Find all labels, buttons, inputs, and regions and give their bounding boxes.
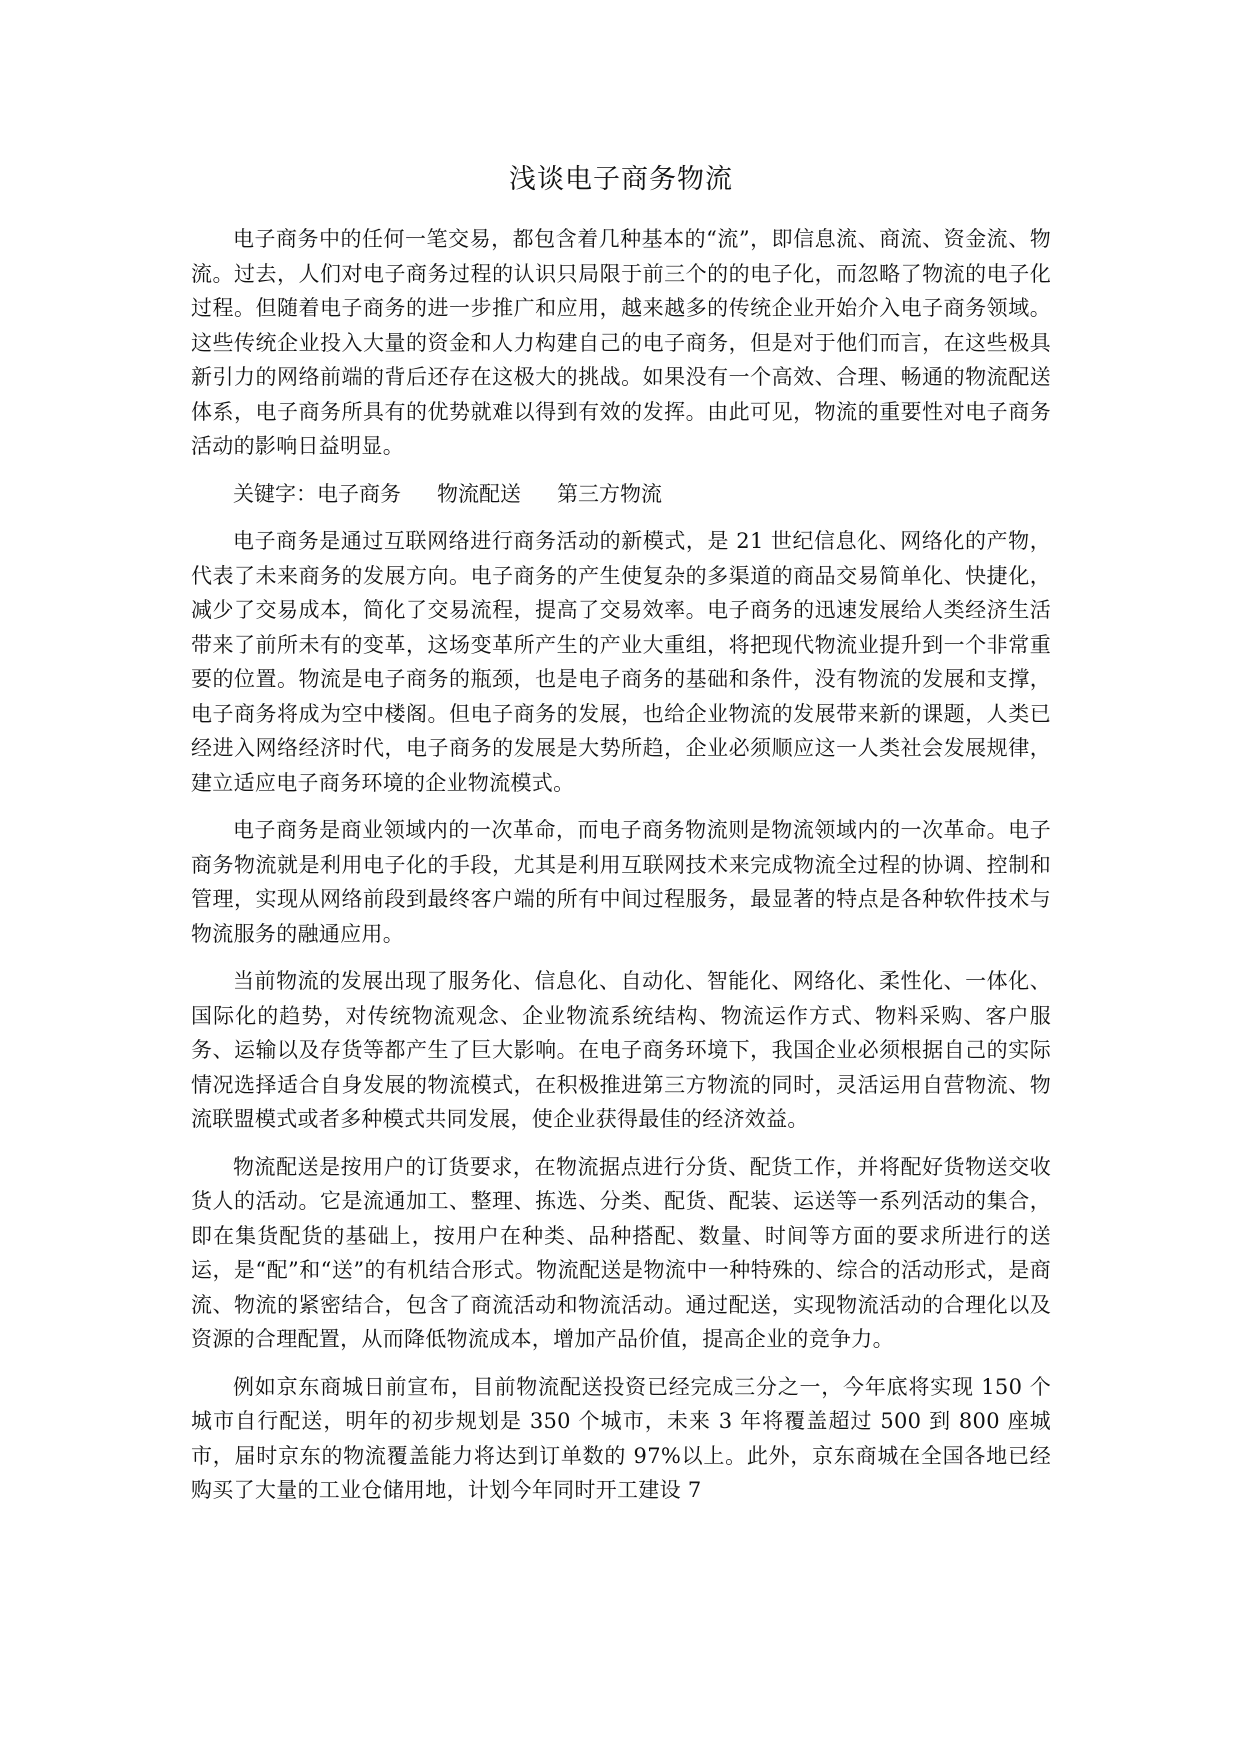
keywords-label: 关键字： bbox=[233, 481, 317, 506]
document-title: 浅谈电子商务物流 bbox=[509, 164, 733, 195]
intro-paragraph: 电子商务中的任何一笔交易，都包含着几种基本的“流”，即信息流、商流、资金流、物流。过去，人们对电子商务过程的认识只局限于前三个的的电子化，而忽略了物流的电子化过程。但随着电子商务的进一步推广和应用，越来越多的传统企业开始介入电子商务领域。这些传统企业投入大量的资金和人力构建自己的电子商务，但是对于他们而言，在这些极具新引力的网络前端的背后还存在这极大的挑战。如果没有一个高效、合理、畅通的物流配送体系，电子商务所具有的优势就难以得到有效的发挥。由此可见，物流的重要性对电子商务活动的影响日益明显。 bbox=[191, 227, 1051, 458]
keywords-line bbox=[191, 477, 1051, 512]
keyword: 物流配送 bbox=[437, 481, 521, 506]
body-paragraph: 物流配送是按用户的订货要求，在物流据点进行分货、配货工作，并将配好货物送交收货人的活动。它是流通加工、整理、拣选、分类、配货、配装、运送等一系列活动的集合，即在集货配货的基础上，按用户在种类、品种搭配、数量、时间等方面的要求所进行的送运，是“配”和“送”的有机结合形式。物流配送是物流中一种特殊的、综合的活动形式，是商流、物流的紧密结合，包含了商流活动和物流活动。通过配送，实现物流活动的合理化以及资源的合理配置，从而降低物流成本，增加产品价值，提高企业的竞争力。 bbox=[191, 1154, 1051, 1351]
keyword: 第三方物流 bbox=[557, 481, 662, 506]
body-paragraph: 例如京东商城日前宣布，目前物流配送投资已经完成三分之一，今年底将实现 150 个城市自行配送，明年的初步规划是 350 个城市，未来 3 年将覆盖超过 500 到 800 座城市，届时京东的物流覆盖能力将达到订单数的 97%以上。此外，京东商城在全国各地已经购买了大量的工业仓储用地，计划今年同时开工建设 7 bbox=[191, 1374, 1051, 1502]
document-page bbox=[191, 160, 1051, 1521]
body-paragraph: 电子商务是通过互联网络进行商务活动的新模式，是 21 世纪信息化、网络化的产物，代表了未来商务的发展方向。电子商务的产生使复杂的多渠道的商品交易简单化、快捷化，减少了交易成本，简化了交易流程，提高了交易效率。电子商务的迅速发展给人类经济生活带来了前所未有的变革，这场变革所产生的产业大重组，将把现代物流业提升到一个非常重要的位置。物流是电子商务的瓶颈，也是电子商务的基础和条件，没有物流的发展和支撑，电子商务将成为空中楼阁。但电子商务的发展，也给企业物流的发展带来新的课题，人类已经进入网络经济时代，电子商务的发展是大势所趋，企业必须顺应这一人类社会发展规律，建立适应电子商务环境的企业物流模式。 bbox=[191, 529, 1051, 795]
body-paragraph: 电子商务是商业领域内的一次革命，而电子商务物流则是物流领域内的一次革命。电子商务物流就是利用电子化的手段，尤其是利用互联网技术来完成物流全过程的协调、控制和管理，实现从网络前段到最终客户端的所有中间过程服务，最显著的特点是各种软件技术与物流服务的融通应用。 bbox=[191, 818, 1051, 946]
keyword: 电子商务 bbox=[317, 481, 401, 506]
body-paragraph: 当前物流的发展出现了服务化、信息化、自动化、智能化、网络化、柔性化、一体化、国际化的趋势，对传统物流观念、企业物流系统结构、物流运作方式、物料采购、客户服务、运输以及存货等都产生了巨大影响。在电子商务环境下，我国企业必须根据自己的实际情况选择适合自身发展的物流模式，在积极推进第三方物流的同时，灵活运用自营物流、物流联盟模式或者多种模式共同发展，使企业获得最佳的经济效益。 bbox=[191, 969, 1051, 1131]
